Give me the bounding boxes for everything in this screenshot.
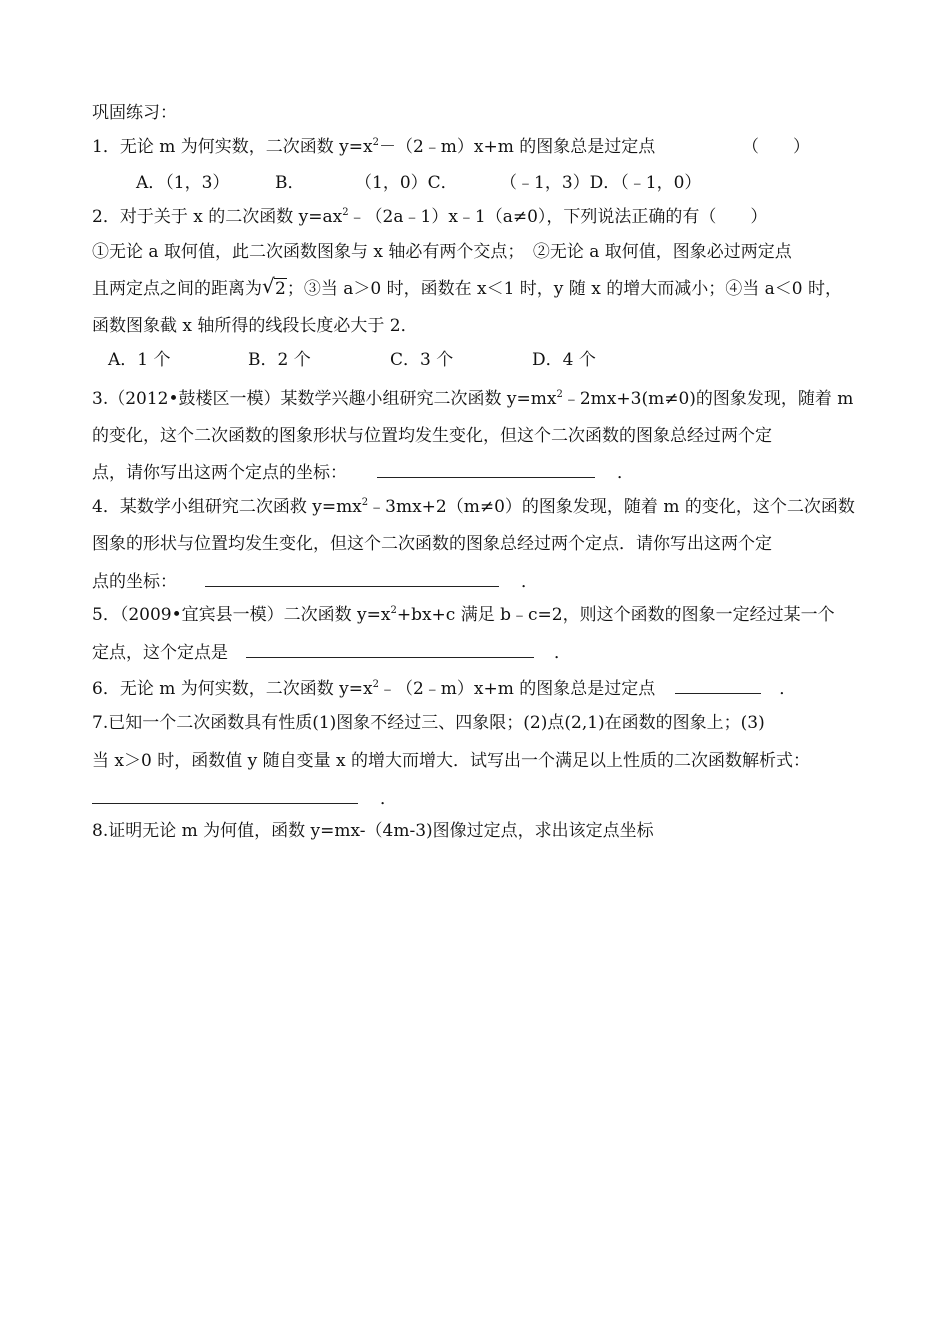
q6-stem-a: 6．无论 m 为何实数，二次函数 y=x bbox=[92, 679, 373, 699]
q5-answer-blank[interactable] bbox=[246, 641, 534, 658]
q4-line-2: 图象的形状与位置均发生变化，但这个二次函数的图象总经过两个定点．请你写出这两个定 bbox=[92, 534, 772, 554]
q2-line-3-b: ；③当 a＞0 时，函数在 x＜1 时，y 随 x 的增大而减小；④当 a＜0 时， bbox=[286, 279, 842, 299]
question-4 bbox=[92, 496, 855, 518]
q5-line-2-text: 定点，这个定点是 bbox=[92, 643, 228, 663]
sqrt-radicand: 2 bbox=[275, 279, 286, 299]
sqrt-symbol: √ 2 bbox=[262, 274, 286, 299]
q5-line-1-a: 5．（2009•宜宾县一模）二次函数 y=x bbox=[92, 605, 391, 625]
q4-line-3-text: 点的坐标： bbox=[92, 572, 177, 592]
q6-superscript: 2 bbox=[372, 679, 379, 690]
q7-line-3 bbox=[92, 787, 397, 810]
q1-stem-a: 1．无论 m 为何实数，二次函数 y=x bbox=[92, 137, 373, 157]
q1-option-b-value: （1，0）C． bbox=[355, 173, 458, 193]
q1-option-c-value: （﹣1，3）D．（﹣1，0） bbox=[500, 173, 702, 193]
q3-end: ． bbox=[617, 463, 634, 483]
q1-stem-b: －（2﹣m）x+m 的图象总是过定点 bbox=[378, 137, 656, 157]
q3-superscript: 2 bbox=[556, 389, 563, 400]
q2-option-b: B．2 个 bbox=[248, 350, 311, 370]
heading: 巩固练习： bbox=[92, 103, 177, 123]
question-6 bbox=[92, 677, 796, 700]
q4-superscript: 2 bbox=[361, 497, 369, 508]
q7-end: ． bbox=[380, 789, 397, 809]
q4-end: ． bbox=[521, 572, 538, 592]
q3-answer-blank[interactable] bbox=[377, 461, 595, 478]
question-7: 7.已知一个二次函数具有性质(1)图象不经过三、四象限；(2)点(2,1)在函数的图象上；(3) bbox=[92, 713, 765, 733]
q6-end: ． bbox=[779, 679, 797, 699]
q2-line-3-a: 且两定点之间的距离为 bbox=[92, 279, 262, 299]
q4-answer-blank[interactable] bbox=[205, 570, 499, 587]
q3-line-3 bbox=[92, 461, 634, 484]
q2-stem-a: 2．对于关于 x 的二次函数 y=ax bbox=[92, 207, 343, 227]
q2-superscript: 2 bbox=[342, 207, 349, 218]
question-1 bbox=[92, 136, 655, 158]
q1-option-a: A．（1，3） bbox=[136, 173, 230, 193]
q1-answer-paren: （ ） bbox=[742, 137, 810, 157]
q2-option-c: C．3 个 bbox=[390, 350, 454, 370]
q5-line-2 bbox=[92, 641, 571, 664]
q2-option-d: D．4 个 bbox=[532, 350, 596, 370]
q7-line-2: 当 x＞0 时，函数值 y 随自变量 x 的增大而增大．试写出一个满足以上性质的二次函数解析式： bbox=[92, 751, 811, 771]
q2-line-2: ①无论 a 取何值，此二次函数图象与 x 轴必有两个交点； ②无论 a 取何值，图象必过两定点 bbox=[92, 242, 792, 262]
q6-answer-blank[interactable] bbox=[675, 677, 761, 694]
q7-answer-blank[interactable] bbox=[92, 787, 358, 804]
q5-end: ． bbox=[554, 643, 571, 663]
q2-line-3 bbox=[92, 274, 842, 300]
q2-line-4: 函数图象截 x 轴所得的线段长度必大于 2． bbox=[92, 316, 418, 336]
q6-stem-b: ﹣（2﹣m）x+m 的图象总是过定点 bbox=[378, 679, 656, 699]
q4-line-1-b: ﹣3mx+2（m≠0）的图象发现，随着 m 的变化，这个二次函数 bbox=[368, 497, 855, 517]
q4-line-1-a: 4．某数学小组研究二次函救 y=mx bbox=[92, 497, 362, 517]
q1-option-b: B． bbox=[275, 173, 305, 193]
q3-line-3-text: 点，请你写出这两个定点的坐标： bbox=[92, 463, 347, 483]
question-8: 8.证明无论 m 为何值，函数 y=mx-（4m-3)图像过定点，求出该定点坐标 bbox=[92, 821, 654, 841]
q2-option-a: A．1 个 bbox=[108, 350, 171, 370]
question-3 bbox=[92, 388, 853, 410]
question-5 bbox=[92, 604, 835, 626]
q1-superscript: 2 bbox=[372, 137, 379, 148]
q5-line-1-b: +bx+c 满足 b﹣c=2，则这个函数的图象一定经过某一个 bbox=[396, 605, 835, 625]
question-2 bbox=[92, 206, 767, 228]
q4-line-3 bbox=[92, 570, 538, 593]
q3-line-1-b: ﹣2mx+3(m≠0)的图象发现，随着 m bbox=[562, 389, 854, 409]
q3-line-1-a: 3.（2012•鼓楼区一模）某数学兴趣小组研究二次函数 y=mx bbox=[92, 389, 557, 409]
q3-line-2: 的变化，这个二次函数的图象形状与位置均发生变化，但这个二次函数的图象总经过两个定 bbox=[92, 426, 772, 446]
q5-superscript: 2 bbox=[390, 605, 397, 616]
q2-stem-b: ﹣（2a﹣1）x﹣1（a≠0），下列说法正确的有（ ） bbox=[348, 207, 768, 227]
